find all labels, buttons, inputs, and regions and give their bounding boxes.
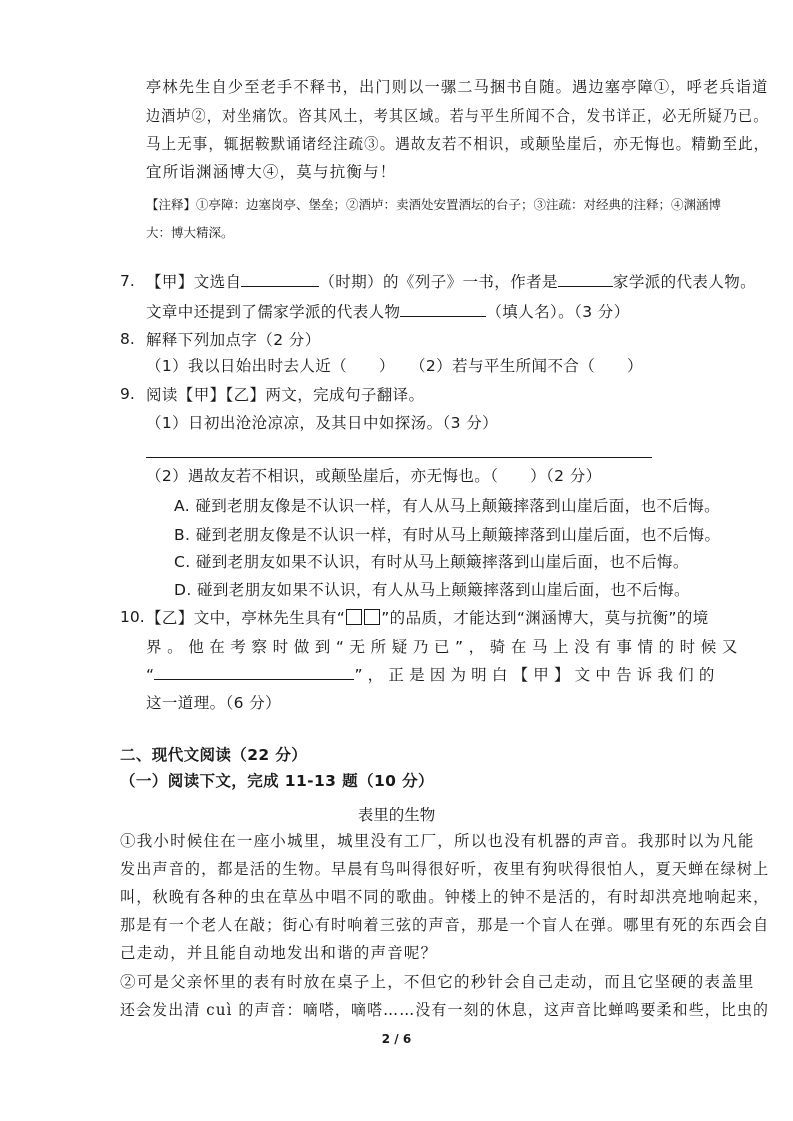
notes-line: 大：博大精深。	[146, 225, 234, 240]
answer-box[interactable]	[346, 609, 362, 625]
question-9-stem: 阅读【甲】【乙】两文，完成句子翻译。	[146, 386, 425, 404]
page-number: 2 / 6	[381, 1032, 412, 1046]
q7-text-e: （填人名）。（3 分）	[486, 303, 630, 321]
question-7-line1	[146, 272, 756, 292]
q7-text-a: 【甲】文选自	[146, 273, 242, 291]
question-10-line2: 界。他在考察时做到“无所疑乃已”，骑在马上没有事情的时候又	[146, 638, 743, 656]
answer-line[interactable]	[146, 457, 652, 458]
answer-box[interactable]	[364, 609, 380, 625]
q10-text-c: “	[146, 666, 155, 684]
question-number: 10.	[120, 608, 145, 626]
passage-line: 马上无事，辄据鞍默诵诸经注疏③。遇故友若不相识，或颠坠崖后，亦无悔也。精勤至此，	[146, 135, 770, 153]
answer-blank-school[interactable]	[558, 272, 613, 287]
article-line: 那是有一个老人在敲；街心有时响着三弦的声音，那是一个盲人在弹。哪里有死的东西会自	[120, 916, 770, 934]
article-line: 还会发出清 cuì 的声音：嘀嗒，嘀嗒……没有一刻的休息，这声音比蝉鸣要柔和些，比虫的	[120, 1001, 770, 1019]
q7-text-c: 家学派的代表人物。	[612, 273, 757, 291]
answer-blank-person[interactable]	[400, 302, 486, 317]
option-d: D. 碰到老朋友如果不认识，有人从马上颠簸摔落到山崖后面，也不后悔。	[174, 581, 690, 599]
question-8-item2: （2）若与平生所闻不合（ ）	[410, 357, 643, 375]
option-b: B. 碰到老朋友像是不认识一样，有时从马上颠簸摔落到山崖后面，也不后悔。	[174, 526, 721, 544]
q7-text-d: 文章中还提到了儒家学派的代表人物	[146, 303, 401, 321]
passage-line: 宜所诣渊涵博大④，莫与抗衡与！	[146, 163, 397, 181]
question-8-item1: （1）我以日始出时去人近（ ）	[146, 357, 395, 375]
question-number: 8.	[120, 330, 135, 348]
sub-section-heading: （一）阅读下文，完成 11-13 题（10 分）	[120, 772, 434, 790]
answer-blank-period[interactable]	[241, 272, 319, 287]
q10-text-d: ”，正是因为明白【甲】文中告诉我们的	[354, 666, 720, 684]
article-line: ②可是父亲怀里的表有时放在桌子上，不但它的秒针会自己走动，而且它坚硬的表盖里	[120, 973, 755, 991]
option-a: A. 碰到老朋友像是不认识一样，有人从马上颠簸摔落到山崖后面，也不后悔。	[174, 497, 721, 515]
question-9-sub1: （1）日初出沧沧凉凉，及其日中如探汤。（3 分）	[146, 414, 499, 432]
answer-blank-quote[interactable]	[154, 665, 354, 680]
article-line: 己走动，并且能自动地发出和谐的声音呢？	[120, 944, 438, 962]
question-8-stem: 解释下列加点字（2 分）	[146, 331, 321, 349]
question-number: 9.	[120, 385, 135, 403]
q7-text-b: （时期）的《列子》一书，作者是	[319, 273, 558, 291]
article-title: 表里的生物	[357, 806, 436, 824]
q10-text-a: 【乙】文中，亭林先生具有“	[146, 609, 346, 627]
article-line: 发出声音的，都是活的生物。早晨有鸟叫得很好听，夜里有狗吠得很怕人，夏天蝉在绿树上	[120, 860, 770, 878]
article-line: 叫，秋晚有各种的虫在草丛中唱不同的歌曲。钟楼上的钟不是活的，有时却洪亮地响起来，	[120, 888, 770, 906]
q10-text-b: ”的品质，才能达到“渊涵博大，莫与抗衡”的境	[381, 609, 709, 627]
question-7-line2	[146, 302, 630, 322]
article-line: ①我小时候住在一座小城里，城里没有工厂，所以也没有机器的声音。我那时以为凡能	[120, 832, 755, 850]
question-10-line3	[146, 665, 720, 685]
notes-line: 【注释】①亭障：边塞岗亭、堡垒；②酒垆：卖酒处安置酒坛的台子；③注疏：对经典的注释；④渊涵博	[146, 197, 722, 212]
question-number: 7.	[120, 272, 135, 290]
question-9-sub2: （2）遇故友若不相识，或颠坠崖后，亦无悔也。（ ）（2 分）	[146, 467, 602, 485]
passage-line: 边酒垆②，对坐痛饮。咨其风土，考其区域。若与平生所闻不合，发书详正，必无所疑乃已。	[146, 107, 769, 125]
answer-boxes[interactable]	[345, 609, 381, 630]
passage-line: 亭林先生自少至老手不释书，出门则以一骡二马捆书自随。遇边塞亭障①，呼老兵诣道	[146, 78, 769, 96]
question-10-line4: 这一道理。（6 分）	[146, 694, 282, 712]
section-heading: 二、现代文阅读（22 分）	[120, 746, 308, 764]
question-10-line1	[146, 608, 709, 630]
option-c: C. 碰到老朋友如果不认识，有时从马上颠簸摔落到山崖后面，也不后悔。	[174, 553, 689, 571]
